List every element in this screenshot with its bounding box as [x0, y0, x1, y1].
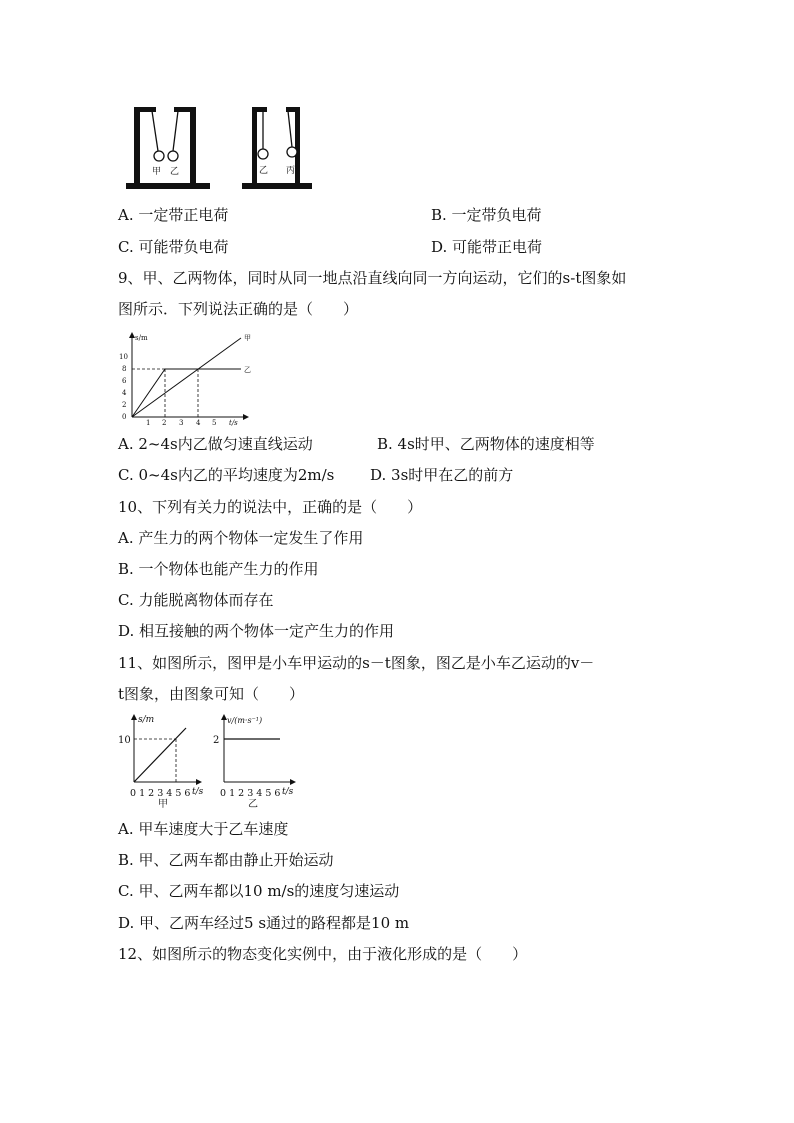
- q9-xtick-5: 5: [212, 419, 217, 427]
- q10-stem: 10、下列有关力的说法中，正确的是（ ）: [118, 498, 423, 516]
- q9-xtick-3: 3: [179, 419, 184, 427]
- q9-stem-line2: 图所示．下列说法正确的是（ ）: [118, 300, 359, 318]
- q11-option-c[interactable]: C. 甲、乙两车都以10 m/s的速度匀速运动: [118, 882, 400, 900]
- q9-option-c[interactable]: C. 0~4s内乙的平均速度为2m/s: [118, 466, 335, 484]
- q9-ytick-0: 0: [122, 413, 127, 421]
- q9-series-b-label: 乙: [244, 366, 251, 374]
- q9-xtick-2: 2: [162, 419, 167, 427]
- q8-option-d[interactable]: D. 可能带正电荷: [431, 238, 543, 256]
- q9-ylabel: s/m: [135, 334, 148, 342]
- q9-ytick-4: 4: [122, 389, 127, 397]
- ball-label-d: 丙: [286, 166, 296, 176]
- q11-b-ylabel: v/(m·s⁻¹): [227, 716, 263, 725]
- q11-a-line: [134, 728, 186, 782]
- q10-option-d[interactable]: D. 相互接触的两个物体一定产生力的作用: [118, 622, 395, 640]
- q11-a-ylabel: s/m: [138, 715, 155, 725]
- q9-series-a-label: 甲: [244, 334, 251, 342]
- q8-option-b[interactable]: B. 一定带负电荷: [431, 206, 542, 224]
- q8-option-c[interactable]: C. 可能带负电荷: [118, 238, 229, 256]
- q11-a-ytick: 10: [118, 735, 131, 746]
- q10-option-c[interactable]: C. 力能脱离物体而存在: [118, 591, 274, 609]
- q9-ytick-6: 6: [122, 377, 127, 385]
- ball-label-c: 乙: [259, 166, 269, 176]
- q9-ytick-2: 2: [122, 401, 127, 409]
- q11-b-xticks: 0 1 2 3 4 5 6: [220, 788, 281, 799]
- q11-a-xticks: 0 1 2 3 4 5 6: [130, 788, 191, 799]
- q11-stem-line1: 11、如图所示，图甲是小车甲运动的s－t图象，图乙是小车乙运动的v－: [118, 654, 595, 672]
- q11-b-ytick: 2: [213, 735, 220, 746]
- q11-chart-a: [116, 712, 206, 812]
- q9-st-chart: [117, 330, 257, 430]
- q11-b-xlabel: t/s: [282, 787, 294, 797]
- q9-ytick-10: 10: [119, 353, 128, 361]
- pendulum-figure: [120, 103, 320, 193]
- q9-series-b: [132, 369, 241, 417]
- q9-xtick-4: 4: [196, 419, 201, 427]
- q11-stem-line2: t图象，由图象可知（ ）: [118, 685, 305, 703]
- q8-option-a[interactable]: A. 一定带正电荷: [118, 206, 229, 224]
- q9-xtick-1: 1: [146, 419, 151, 427]
- q10-option-b[interactable]: B. 一个物体也能产生力的作用: [118, 560, 319, 578]
- q10-option-a[interactable]: A. 产生力的两个物体一定发生了作用: [118, 529, 364, 547]
- q11-b-caption: 乙: [248, 799, 258, 810]
- q9-option-a[interactable]: A. 2~4s内乙做匀速直线运动: [118, 435, 313, 453]
- q12-stem: 12、如图所示的物态变化实例中，由于液化形成的是（ ）: [118, 945, 528, 963]
- q9-option-b[interactable]: B. 4s时甲、乙两物体的速度相等: [377, 435, 595, 453]
- q9-option-d[interactable]: D. 3s时甲在乙的前方: [370, 466, 514, 484]
- q11-option-b[interactable]: B. 甲、乙两车都由静止开始运动: [118, 851, 334, 869]
- ball-label-a: 甲: [152, 167, 162, 177]
- q11-chart-b: [210, 712, 310, 812]
- q9-xlabel: t/s: [229, 419, 238, 427]
- q11-a-caption: 甲: [158, 799, 168, 810]
- ball-label-b: 乙: [170, 167, 180, 177]
- q9-stem-line1: 9、甲、乙两物体，同时从同一地点沿直线向同一方向运动，它们的s-t图象如: [118, 269, 627, 287]
- q9-ytick-8: 8: [122, 365, 127, 373]
- q11-option-d[interactable]: D. 甲、乙两车经过5 s通过的路程都是10 m: [118, 914, 410, 932]
- q11-a-xlabel: t/s: [192, 787, 204, 797]
- q9-series-a: [132, 338, 241, 417]
- q11-option-a[interactable]: A. 甲车速度大于乙车速度: [118, 820, 289, 838]
